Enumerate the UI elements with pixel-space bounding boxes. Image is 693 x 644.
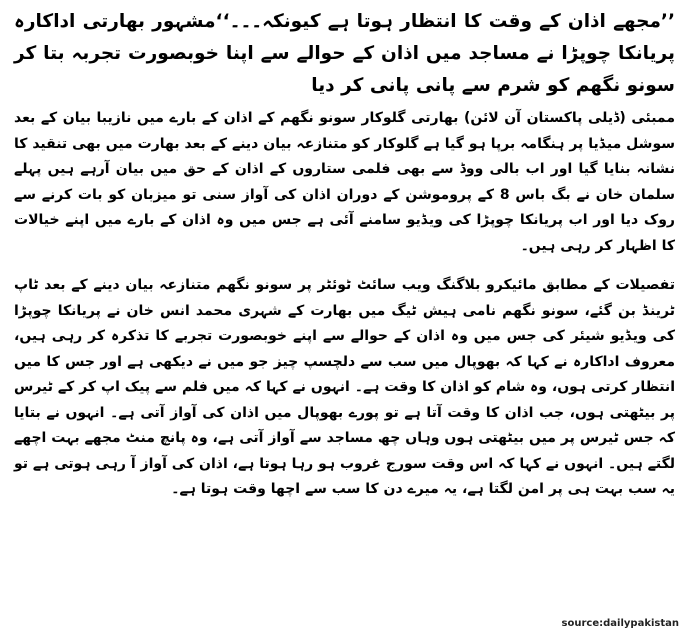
article-paragraph-2: تفصیلات کے مطابق مائیکرو بلاگنگ ویب سائٹ ٹوئٹر پر سونو نگھم متنازعہ بیان دینے کے بعد ٹاپ ٹرینڈ بن گئے، سونو نگھم نامی ہیش ٹیگ میں بھارت کے شہری محمد انس خان نے پریانکا چوپڑا کی ویڈیو شیئر کی جس میں وہ اذان کے حوالے سے اپنے خوبصورت تجربے کا تذکرہ کر رہی ہیں، معروف اداکارہ نے کہا کہ بھوپال میں سب سے دلچسپ چیز جو میں نے دیکھی ہے اور جس کا میں انتظار کرتی ہوں، وہ شام کو اذان کا وقت ہے۔ انہوں نے کہا کہ میں فلم سے پیک اپ کر کے ٹیرس پر بیٹھتی ہوں، جب اذان کا وقت آتا ہے تو پورے بھوپال میں اذان کی آواز آتی ہے۔ انہوں نے بتایا کہ جس ٹیرس پر میں بیٹھتی ہوں وہاں چھ مساجد سے آواز آتی ہے، وہ پانچ منٹ مجھے بہت اچھے لگتے ہیں۔ انہوں نے کہا کہ اس وقت سورج غروب ہو رہا ہوتا ہے، اذان کی آواز آ رہی ہوتی ہے تو یہ سب بہت ہی پر امن لگتا ہے، یہ میرے دن کا سب سے اچھا وقت ہوتا ہے۔ — [14, 277, 675, 497]
source-credit: source:dailypakistan — [561, 618, 679, 629]
article-paragraph-1: ممبئی (ڈیلی پاکستان آن لائن) بھارتی گلوکار سونو نگھم کے اذان کے بارے میں نازیبا بیان کے بعد سوشل میڈیا پر ہنگامہ برپا ہو گیا ہے گلوکار کو متنازعہ بیان دینے کے بعد بھارت میں بھی تنقید کا نشانہ بنایا گیا اور اب بالی ووڈ سے بھی فلمی ستاروں کے اذان کے حق میں بیان آرہے ہیں پہلے سلمان خان نے بگ باس 8 کے پروموشن کے دوران اذان کی آواز سنی تو میزبان کو بات کرنے سے روک دیا اور اب پریانکا چوپڑا کی ویڈیو سامنے آئی ہے جس میں وہ اذان کے بارے میں اپنے خیالات کا اظہار کر رہی ہیں۔ — [14, 110, 675, 254]
article-headline: ’’مجھے اذان کے وقت کا انتظار ہوتا ہے کیونکہ۔۔۔‘‘مشہور بھارتی اداکارہ پریانکا چوپڑا نے مساجد میں اذان کے حوالے سے اپنا خوبصورت تجربہ بتا کر سونو نگھم کو شرم سے پانی پانی کر دیا — [14, 11, 675, 96]
